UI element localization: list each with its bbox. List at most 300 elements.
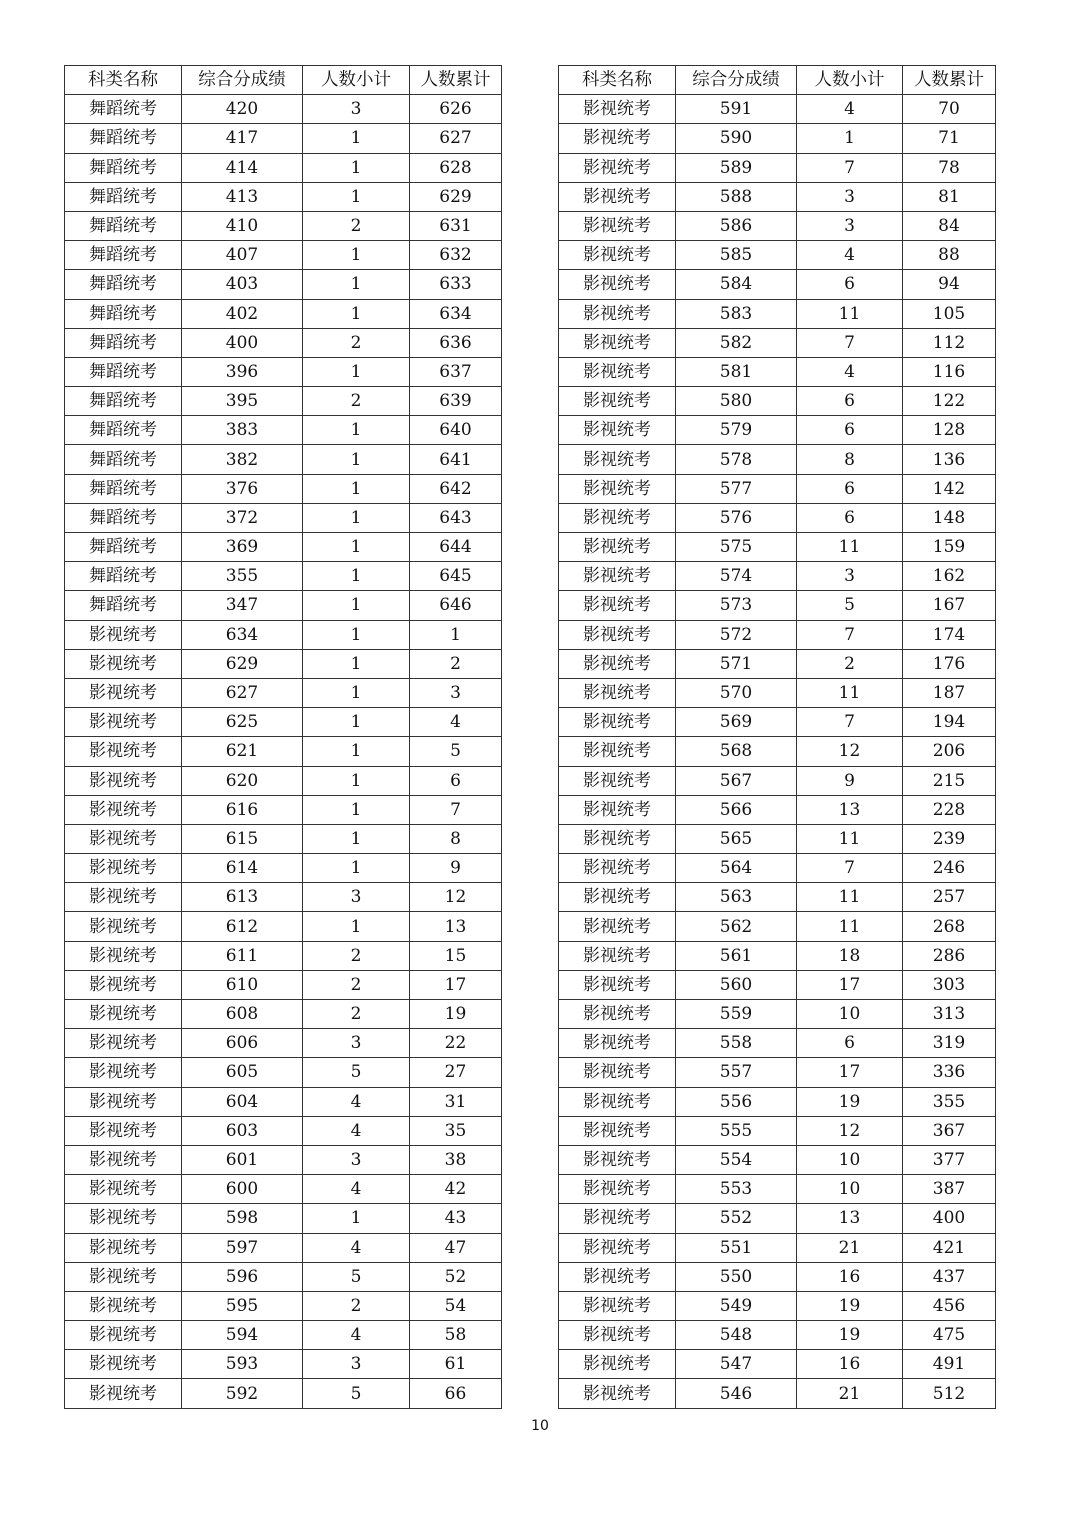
cumulative-cell: 128 [903,416,996,445]
cumulative-cell: 4 [410,708,502,737]
column-header: 人数累计 [410,66,502,95]
cumulative-cell: 215 [903,766,996,795]
category-cell: 影视统考 [559,153,676,182]
category-cell: 影视统考 [65,737,182,766]
table-row [559,182,996,211]
score-cell: 420 [182,95,303,124]
category-cell: 影视统考 [559,591,676,620]
count-cell: 18 [797,941,903,970]
column-header: 科类名称 [65,66,182,95]
category-cell: 影视统考 [65,883,182,912]
score-cell: 596 [182,1262,303,1291]
category-cell: 影视统考 [65,1233,182,1262]
table-row [559,591,996,620]
score-cell: 588 [676,182,797,211]
category-cell: 影视统考 [65,1116,182,1145]
score-cell: 560 [676,970,797,999]
score-cell: 614 [182,854,303,883]
score-cell: 597 [182,1233,303,1262]
score-cell: 395 [182,387,303,416]
table-row [65,1175,502,1204]
count-cell: 7 [797,854,903,883]
category-cell: 舞蹈统考 [65,474,182,503]
cumulative-cell: 634 [410,299,502,328]
count-cell: 3 [797,211,903,240]
count-cell: 7 [797,153,903,182]
category-cell: 影视统考 [559,124,676,153]
category-cell: 舞蹈统考 [65,357,182,386]
cumulative-cell: 142 [903,474,996,503]
table-row [559,328,996,357]
category-cell: 舞蹈统考 [65,533,182,562]
score-cell: 603 [182,1116,303,1145]
cumulative-cell: 491 [903,1350,996,1379]
score-cell: 598 [182,1204,303,1233]
cumulative-cell: 239 [903,824,996,853]
count-cell: 12 [797,737,903,766]
table-row [559,1262,996,1291]
score-cell: 376 [182,474,303,503]
cumulative-cell: 475 [903,1321,996,1350]
cumulative-cell: 35 [410,1116,502,1145]
table-row [559,1116,996,1145]
column-header: 人数累计 [903,66,996,95]
table-row [65,795,502,824]
cumulative-cell: 70 [903,95,996,124]
count-cell: 4 [303,1087,410,1116]
table-row [65,708,502,737]
count-cell: 4 [797,241,903,270]
table-row [559,824,996,853]
cumulative-cell: 8 [410,824,502,853]
category-cell: 影视统考 [559,970,676,999]
table-row [65,1000,502,1029]
category-cell: 舞蹈统考 [65,591,182,620]
table-row [65,474,502,503]
cumulative-cell: 78 [903,153,996,182]
score-cell: 582 [676,328,797,357]
category-cell: 影视统考 [65,941,182,970]
count-cell: 2 [303,1000,410,1029]
table-row [559,1058,996,1087]
table-row [559,854,996,883]
score-cell: 604 [182,1087,303,1116]
cumulative-cell: 167 [903,591,996,620]
table-row [65,824,502,853]
cumulative-cell: 27 [410,1058,502,1087]
score-cell: 347 [182,591,303,620]
category-cell: 影视统考 [65,1087,182,1116]
table-row [65,1262,502,1291]
cumulative-cell: 206 [903,737,996,766]
count-cell: 2 [303,1291,410,1320]
cumulative-cell: 81 [903,182,996,211]
category-cell: 影视统考 [559,737,676,766]
count-cell: 8 [797,445,903,474]
cumulative-cell: 303 [903,970,996,999]
count-cell: 13 [797,795,903,824]
cumulative-cell: 38 [410,1145,502,1174]
cumulative-cell: 6 [410,766,502,795]
table-row [65,1145,502,1174]
table-row [559,1145,996,1174]
cumulative-cell: 71 [903,124,996,153]
count-cell: 3 [303,1029,410,1058]
category-cell: 影视统考 [559,445,676,474]
count-cell: 3 [303,883,410,912]
table-row [65,1058,502,1087]
header-row [65,66,502,95]
cumulative-cell: 286 [903,941,996,970]
category-cell: 影视统考 [559,1262,676,1291]
cumulative-cell: 7 [410,795,502,824]
table-row [65,1204,502,1233]
count-cell: 10 [797,1000,903,1029]
cumulative-cell: 88 [903,241,996,270]
score-cell: 583 [676,299,797,328]
score-cell: 600 [182,1175,303,1204]
table-row [559,1175,996,1204]
category-cell: 影视统考 [559,1321,676,1350]
score-cell: 558 [676,1029,797,1058]
score-cell: 615 [182,824,303,853]
cumulative-cell: 84 [903,211,996,240]
table-row [559,1204,996,1233]
category-cell: 影视统考 [65,1262,182,1291]
cumulative-cell: 58 [410,1321,502,1350]
table-row [559,387,996,416]
table-row [65,445,502,474]
score-cell: 616 [182,795,303,824]
table-row [65,1379,502,1408]
table-row [559,299,996,328]
score-cell: 414 [182,153,303,182]
score-cell: 567 [676,766,797,795]
category-cell: 影视统考 [65,708,182,737]
score-cell: 625 [182,708,303,737]
count-cell: 3 [797,182,903,211]
count-cell: 1 [303,737,410,766]
score-cell: 369 [182,533,303,562]
category-cell: 影视统考 [559,299,676,328]
table-row [559,795,996,824]
category-cell: 舞蹈统考 [65,270,182,299]
count-cell: 7 [797,620,903,649]
table-row [65,533,502,562]
category-cell: 影视统考 [65,649,182,678]
count-cell: 4 [303,1116,410,1145]
table-row [65,912,502,941]
column-header: 综合分成绩 [182,66,303,95]
score-cell: 593 [182,1350,303,1379]
category-cell: 影视统考 [559,1175,676,1204]
cumulative-cell: 377 [903,1145,996,1174]
table-row [559,1000,996,1029]
category-cell: 影视统考 [65,1029,182,1058]
category-cell: 影视统考 [559,474,676,503]
table-row [559,1233,996,1262]
score-cell: 590 [676,124,797,153]
table-row [559,912,996,941]
count-cell: 1 [303,824,410,853]
table-row [559,766,996,795]
category-cell: 影视统考 [559,211,676,240]
table-row [65,854,502,883]
table-row [65,387,502,416]
cumulative-cell: 644 [410,533,502,562]
category-cell: 影视统考 [65,1204,182,1233]
count-cell: 7 [797,328,903,357]
score-cell: 573 [676,591,797,620]
table-row [559,1350,996,1379]
table-row [559,211,996,240]
score-cell: 627 [182,678,303,707]
count-cell: 5 [303,1058,410,1087]
count-cell: 4 [303,1321,410,1350]
score-cell: 605 [182,1058,303,1087]
table-row [65,328,502,357]
category-cell: 影视统考 [559,766,676,795]
category-cell: 影视统考 [559,1087,676,1116]
category-cell: 影视统考 [559,241,676,270]
count-cell: 2 [303,941,410,970]
count-cell: 2 [303,328,410,357]
table-row [559,941,996,970]
score-cell: 578 [676,445,797,474]
count-cell: 9 [797,766,903,795]
category-cell: 影视统考 [65,795,182,824]
count-cell: 13 [797,1204,903,1233]
score-cell: 595 [182,1291,303,1320]
cumulative-cell: 148 [903,503,996,532]
category-cell: 影视统考 [65,1000,182,1029]
score-cell: 594 [182,1321,303,1350]
cumulative-cell: 17 [410,970,502,999]
count-cell: 1 [303,649,410,678]
cumulative-cell: 641 [410,445,502,474]
table-row [559,970,996,999]
cumulative-cell: 421 [903,1233,996,1262]
cumulative-cell: 187 [903,678,996,707]
count-cell: 1 [303,854,410,883]
cumulative-cell: 122 [903,387,996,416]
cumulative-cell: 268 [903,912,996,941]
category-cell: 舞蹈统考 [65,562,182,591]
score-cell: 402 [182,299,303,328]
cumulative-cell: 5 [410,737,502,766]
cumulative-cell: 633 [410,270,502,299]
count-cell: 5 [303,1379,410,1408]
count-cell: 11 [797,883,903,912]
category-cell: 影视统考 [65,1058,182,1087]
category-cell: 舞蹈统考 [65,241,182,270]
score-cell: 568 [676,737,797,766]
cumulative-cell: 13 [410,912,502,941]
table-row [65,970,502,999]
table-row [65,883,502,912]
cumulative-cell: 627 [410,124,502,153]
table-row [65,1087,502,1116]
category-cell: 影视统考 [65,1145,182,1174]
cumulative-cell: 643 [410,503,502,532]
cumulative-cell: 22 [410,1029,502,1058]
cumulative-cell: 42 [410,1175,502,1204]
count-cell: 17 [797,970,903,999]
score-cell: 585 [676,241,797,270]
table-row [65,153,502,182]
category-cell: 影视统考 [559,562,676,591]
cumulative-cell: 246 [903,854,996,883]
cumulative-cell: 105 [903,299,996,328]
score-cell: 581 [676,357,797,386]
count-cell: 3 [303,1350,410,1379]
category-cell: 影视统考 [65,970,182,999]
category-cell: 影视统考 [559,1116,676,1145]
count-cell: 1 [303,241,410,270]
cumulative-cell: 642 [410,474,502,503]
category-cell: 影视统考 [559,182,676,211]
category-cell: 舞蹈统考 [65,211,182,240]
category-cell: 影视统考 [559,824,676,853]
category-cell: 影视统考 [559,649,676,678]
category-cell: 舞蹈统考 [65,387,182,416]
count-cell: 1 [303,445,410,474]
category-cell: 影视统考 [559,883,676,912]
count-cell: 6 [797,503,903,532]
category-cell: 舞蹈统考 [65,416,182,445]
category-cell: 影视统考 [559,1145,676,1174]
count-cell: 1 [303,533,410,562]
score-cell: 383 [182,416,303,445]
cumulative-cell: 512 [903,1379,996,1408]
table-row [559,1087,996,1116]
table-row [559,270,996,299]
table-row [65,124,502,153]
category-cell: 舞蹈统考 [65,299,182,328]
cumulative-cell: 336 [903,1058,996,1087]
table-row [559,1321,996,1350]
count-cell: 1 [303,182,410,211]
count-cell: 5 [797,591,903,620]
score-cell: 372 [182,503,303,532]
category-cell: 舞蹈统考 [65,445,182,474]
category-cell: 影视统考 [559,416,676,445]
table-row [65,357,502,386]
score-cell: 396 [182,357,303,386]
cumulative-cell: 47 [410,1233,502,1262]
count-cell: 1 [303,912,410,941]
count-cell: 19 [797,1321,903,1350]
score-cell: 569 [676,708,797,737]
category-cell: 影视统考 [559,620,676,649]
count-cell: 3 [303,1145,410,1174]
score-cell: 621 [182,737,303,766]
count-cell: 5 [303,1262,410,1291]
count-cell: 1 [303,620,410,649]
category-cell: 舞蹈统考 [65,182,182,211]
cumulative-cell: 159 [903,533,996,562]
score-cell: 555 [676,1116,797,1145]
count-cell: 17 [797,1058,903,1087]
score-cell: 407 [182,241,303,270]
cumulative-cell: 355 [903,1087,996,1116]
score-cell: 584 [676,270,797,299]
count-cell: 19 [797,1291,903,1320]
score-cell: 403 [182,270,303,299]
score-cell: 589 [676,153,797,182]
count-cell: 2 [303,970,410,999]
table-row [65,211,502,240]
table-row [559,620,996,649]
count-cell: 11 [797,533,903,562]
score-cell: 570 [676,678,797,707]
cumulative-cell: 400 [903,1204,996,1233]
table-row [65,503,502,532]
count-cell: 1 [797,124,903,153]
score-cell: 606 [182,1029,303,1058]
table-row [65,1029,502,1058]
table-row [65,941,502,970]
table-row [559,1379,996,1408]
category-cell: 影视统考 [559,854,676,883]
count-cell: 1 [303,124,410,153]
table-row [65,678,502,707]
category-cell: 影视统考 [65,620,182,649]
count-cell: 19 [797,1087,903,1116]
cumulative-cell: 194 [903,708,996,737]
score-cell: 576 [676,503,797,532]
count-cell: 16 [797,1262,903,1291]
category-cell: 影视统考 [559,1000,676,1029]
category-cell: 影视统考 [559,1029,676,1058]
count-cell: 1 [303,708,410,737]
score-cell: 413 [182,182,303,211]
count-cell: 10 [797,1145,903,1174]
score-cell: 556 [676,1087,797,1116]
score-cell: 546 [676,1379,797,1408]
count-cell: 11 [797,299,903,328]
count-cell: 11 [797,678,903,707]
score-cell: 611 [182,941,303,970]
table-row [65,299,502,328]
cumulative-cell: 640 [410,416,502,445]
score-cell: 580 [676,387,797,416]
count-cell: 4 [797,357,903,386]
count-cell: 1 [303,503,410,532]
cumulative-cell: 3 [410,678,502,707]
score-cell: 612 [182,912,303,941]
score-cell: 557 [676,1058,797,1087]
table-row [559,416,996,445]
category-cell: 舞蹈统考 [65,503,182,532]
count-cell: 11 [797,824,903,853]
table-row [559,153,996,182]
cumulative-cell: 646 [410,591,502,620]
count-cell: 1 [303,678,410,707]
score-cell: 548 [676,1321,797,1350]
cumulative-cell: 456 [903,1291,996,1320]
table-row [559,503,996,532]
category-cell: 舞蹈统考 [65,124,182,153]
count-cell: 6 [797,387,903,416]
table-row [65,416,502,445]
cumulative-cell: 637 [410,357,502,386]
table-row [559,124,996,153]
score-cell: 613 [182,883,303,912]
count-cell: 3 [797,562,903,591]
category-cell: 影视统考 [559,1350,676,1379]
table-row [559,737,996,766]
